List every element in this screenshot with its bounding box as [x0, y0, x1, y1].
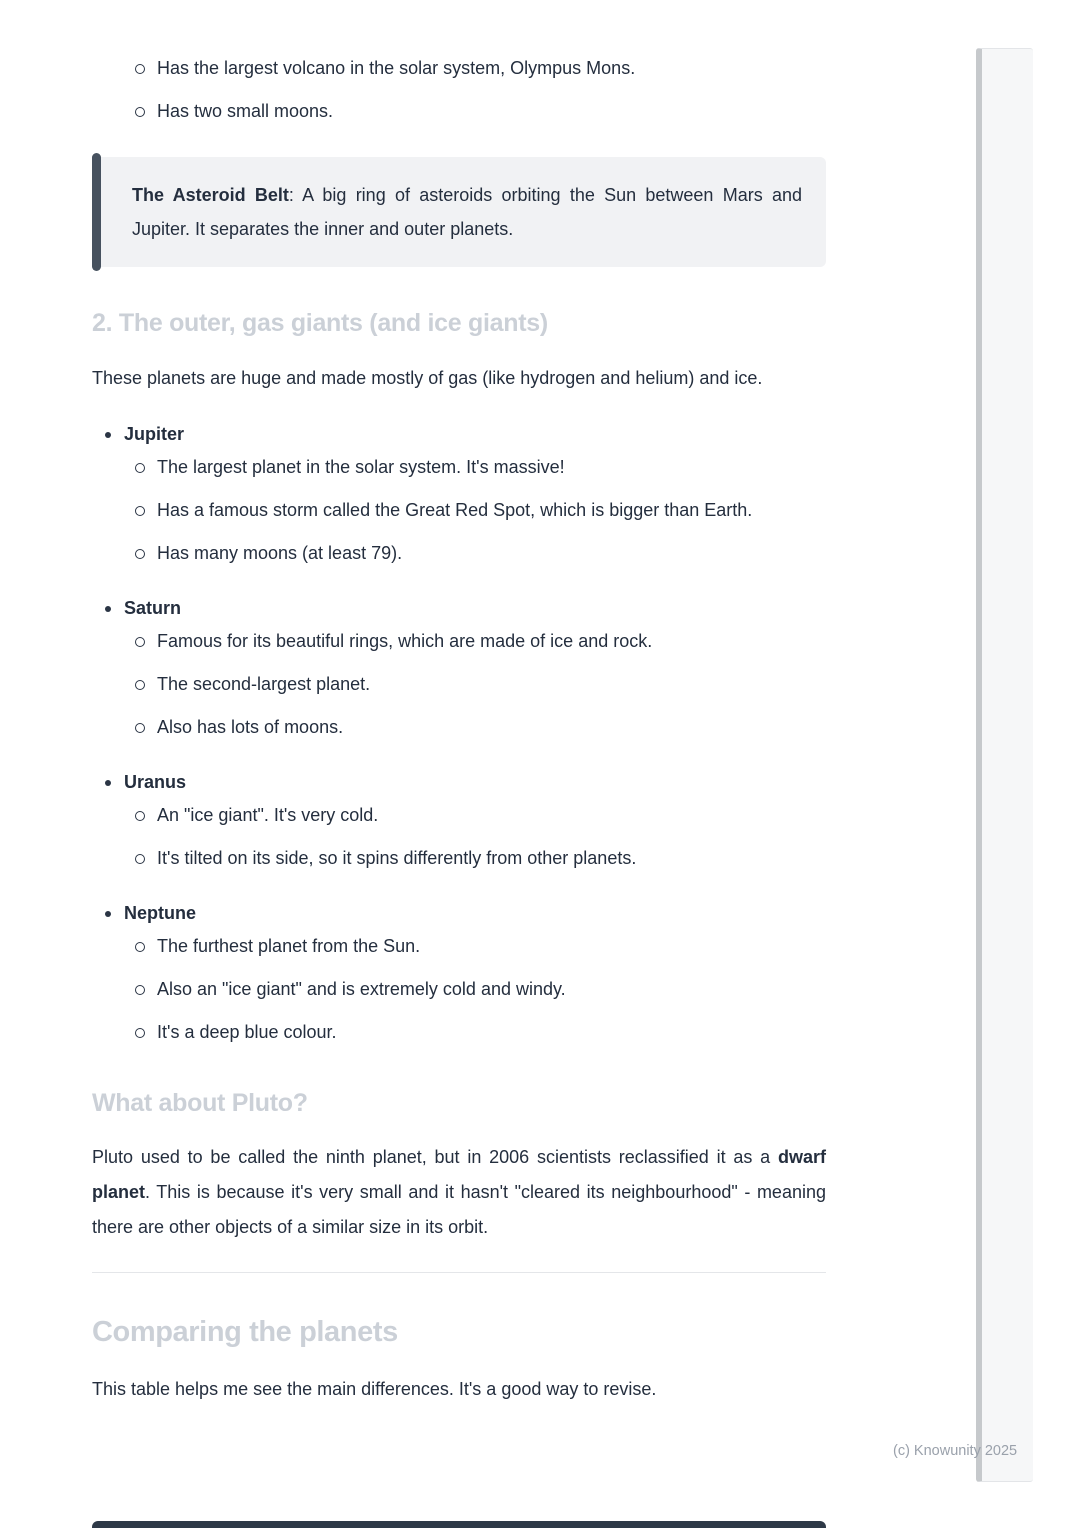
planet-facts-list [92, 625, 826, 744]
document-content [92, 0, 826, 1406]
list-item-text: The second-largest planet. [157, 674, 371, 694]
planet-facts-list [92, 930, 826, 1049]
list-item [92, 494, 826, 527]
asteroid-belt-callout [92, 157, 826, 267]
list-item [92, 537, 826, 570]
list-item [92, 451, 826, 484]
pluto-text-before: Pluto used to be called the ninth planet, but in 2006 scientists reclassified it as a [92, 1147, 778, 1167]
list-item-text: The largest planet in the solar system. It's massive! [157, 457, 565, 477]
list-item-text: It's a deep blue colour. [157, 1022, 337, 1042]
callout-rest: : A big ring of asteroids orbiting the Sun between Mars and Jupiter. It separates the inner and outer planets. [132, 185, 802, 239]
mars-facts-list [92, 52, 826, 128]
list-item [92, 95, 826, 128]
section-heading-pluto: What about Pluto? [92, 1089, 308, 1117]
list-item-text: Has a famous storm called the Great Red Spot, which is bigger than Earth. [157, 500, 753, 520]
callout-accent-bar [92, 153, 101, 271]
section-heading-outer-giants: 2. The outer, gas giants (and ice giants) [92, 309, 548, 337]
list-item [92, 1016, 826, 1049]
list-item [92, 711, 826, 744]
planets-list [92, 418, 826, 1049]
section-divider [92, 1272, 826, 1273]
planet-facts-list [92, 799, 826, 875]
list-item [92, 625, 826, 658]
list-item-text: The furthest planet from the Sun. [157, 936, 421, 956]
list-item-text: Also an "ice giant" and is extremely cold and windy. [157, 979, 566, 999]
planet-item-saturn [92, 592, 826, 744]
watermark: (c) Knowunity 2025 [893, 1443, 1018, 1459]
pluto-bold-term: dwarf planet [92, 1147, 826, 1202]
planet-item-jupiter [92, 418, 826, 570]
list-item-text: It's tilted on its side, so it spins differently from other planets. [157, 848, 637, 868]
planet-item-neptune [92, 897, 826, 1049]
pluto-paragraph [92, 1140, 826, 1245]
planet-name: Saturn [92, 592, 826, 625]
outer-giants-intro: These planets are huge and made mostly of gas (like hydrogen and helium) and ice. [92, 368, 763, 388]
list-item-text: Has two small moons. [157, 101, 334, 121]
planet-name: Jupiter [92, 418, 826, 451]
list-item [92, 930, 826, 963]
list-item [92, 973, 826, 1006]
planet-name: Uranus [92, 766, 826, 799]
scrollbar-track[interactable] [976, 48, 1033, 1482]
planet-item-uranus [92, 766, 826, 875]
list-item [92, 52, 826, 85]
callout-bold-lead: The Asteroid Belt [132, 185, 289, 205]
planet-name: Neptune [92, 897, 826, 930]
list-item [92, 668, 826, 701]
planet-facts-list [92, 451, 826, 570]
section-heading-comparing: Comparing the planets [92, 1316, 398, 1348]
list-item-text: Also has lots of moons. [157, 717, 344, 737]
list-item-text: An "ice giant". It's very cold. [157, 805, 379, 825]
callout-text [132, 178, 802, 246]
list-item [92, 799, 826, 832]
list-item-text: Has the largest volcano in the solar system, Olympus Mons. [157, 58, 636, 78]
list-item [92, 842, 826, 875]
comparing-intro: This table helps me see the main differences. It's a good way to revise. [92, 1379, 657, 1399]
table-header-peek [92, 1521, 826, 1528]
pluto-text-after: . This is because it's very small and it hasn't "cleared its neighbourhood" - meaning there are other objects of a similar size in its orbit. [92, 1182, 826, 1237]
list-item-text: Famous for its beautiful rings, which are made of ice and rock. [157, 631, 653, 651]
list-item-text: Has many moons (at least 79). [157, 543, 403, 563]
